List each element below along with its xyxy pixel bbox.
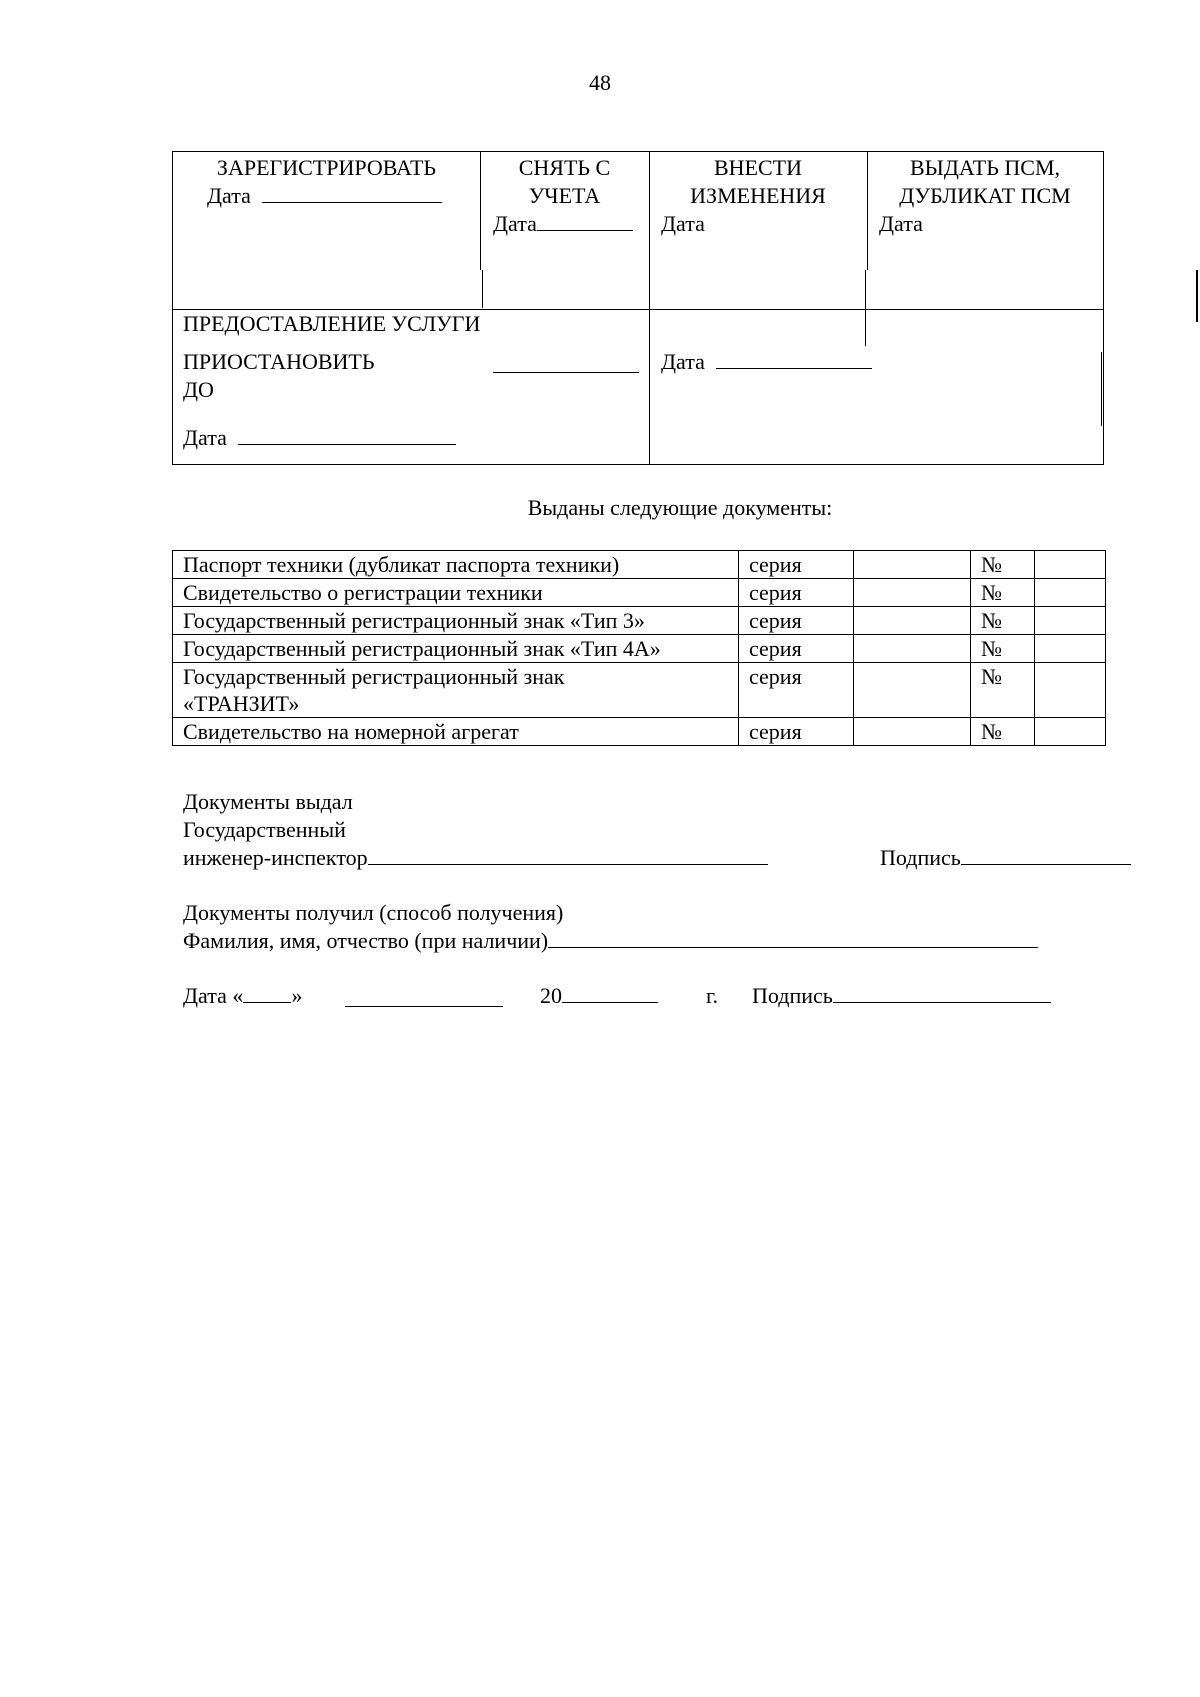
series-label: серия	[739, 551, 854, 579]
year-suffix: г.	[706, 983, 719, 1008]
register-date-field[interactable]	[262, 182, 442, 203]
margin-mark	[1101, 352, 1102, 426]
receiver-line-2	[183, 927, 1038, 955]
table-row	[173, 718, 1106, 746]
doc-name: Государственный регистрационный знак «Тип 3»	[173, 607, 739, 635]
table-row	[173, 551, 1106, 579]
table-row	[173, 607, 1106, 635]
series-label: серия	[739, 663, 854, 718]
issuer-signature-label: Подпись	[880, 845, 961, 870]
series-field[interactable]	[854, 579, 971, 607]
deregister-title-2: УЧЕТА	[528, 183, 601, 208]
issuer-line-2: Государственный	[183, 817, 346, 842]
doc-name: Свидетельство о регистрации техники	[173, 579, 739, 607]
amend-title-1: ВНЕСТИ	[714, 155, 802, 180]
series-field[interactable]	[854, 663, 971, 718]
issuer-signature-field[interactable]	[961, 844, 1131, 865]
number-field[interactable]	[1035, 663, 1106, 718]
year-field[interactable]	[562, 982, 658, 1003]
receiver-name-field[interactable]	[548, 927, 1038, 948]
margin-mark	[1196, 270, 1198, 322]
right-date	[661, 348, 872, 376]
page-number: 48	[589, 70, 611, 95]
issuer-signature	[880, 844, 1131, 872]
issuer-title: инженер-инспектор	[183, 845, 368, 870]
doc-name: Паспорт техники (дубликат паспорта техники)	[173, 551, 739, 579]
table-row	[173, 635, 1106, 663]
col-divider	[865, 270, 866, 346]
doc-name: Государственный регистрационный знак «Тип 4А»	[173, 635, 739, 663]
series-label: серия	[739, 607, 854, 635]
doc-name-line-2: «ТРАНЗИТ»	[183, 691, 300, 716]
number-field[interactable]	[1035, 579, 1106, 607]
series-field[interactable]	[854, 551, 971, 579]
issuer-name-field[interactable]	[368, 844, 768, 865]
receiver-signature	[752, 982, 1051, 1010]
series-field[interactable]	[854, 718, 971, 746]
day-field[interactable]	[243, 982, 291, 1003]
service-date-label: Дата	[183, 425, 227, 450]
number-label: №	[971, 718, 1035, 746]
number-field[interactable]	[1035, 607, 1106, 635]
receiver-signature-label: Подпись	[752, 983, 833, 1008]
service-date-field[interactable]	[238, 424, 456, 445]
receiver-line-1: Документы получил (способ получения)	[183, 900, 564, 925]
series-label: серия	[739, 579, 854, 607]
issue-date-label: Дата	[879, 211, 923, 236]
number-label: №	[971, 579, 1035, 607]
right-date-field[interactable]	[716, 348, 872, 369]
receiver-signature-field[interactable]	[833, 982, 1051, 1003]
amend-date-label: Дата	[661, 211, 705, 236]
doc-name	[173, 663, 739, 718]
date-row	[183, 982, 302, 1010]
doc-name-line-1: Государственный регистрационный знак	[183, 664, 565, 689]
series-label: серия	[739, 718, 854, 746]
series-label: серия	[739, 635, 854, 663]
right-date-label: Дата	[661, 349, 705, 374]
series-field[interactable]	[854, 607, 971, 635]
action-table	[172, 151, 1104, 465]
col-divider	[482, 270, 483, 308]
deregister-date	[493, 210, 633, 238]
date-quote-close: »	[291, 983, 303, 1008]
issued-docs-table	[172, 550, 1106, 746]
year-prefix: 20	[540, 983, 562, 1008]
issuer-line-1: Документы выдал	[183, 789, 353, 814]
number-label: №	[971, 635, 1035, 663]
deregister-date-label: Дата	[493, 211, 537, 236]
number-label: №	[971, 607, 1035, 635]
date-label: Дата «	[183, 983, 244, 1008]
number-label: №	[971, 551, 1035, 579]
issuer-line-3	[183, 844, 768, 872]
receiver-name-label: Фамилия, имя, отчество (при наличии)	[183, 928, 549, 953]
service-title: ПРЕДОСТАВЛЕНИЕ УСЛУГИ	[183, 311, 481, 336]
deregister-date-field[interactable]	[537, 210, 633, 231]
suspend-label-1: ПРИОСТАНОВИТЬ	[183, 349, 375, 374]
deregister-title-1: СНЯТЬ С	[518, 155, 611, 180]
number-field[interactable]	[1035, 718, 1106, 746]
service-date	[183, 424, 456, 452]
number-field[interactable]	[1035, 551, 1106, 579]
number-label: №	[971, 663, 1035, 718]
issue-title-2: ДУБЛИКАТ ПСМ	[899, 183, 1071, 208]
doc-name: Свидетельство на номерной агрегат	[173, 718, 739, 746]
series-field[interactable]	[854, 635, 971, 663]
number-field[interactable]	[1035, 635, 1106, 663]
issued-docs-title: Выданы следующие документы:	[527, 495, 833, 520]
table-row	[173, 663, 1106, 718]
register-date	[207, 182, 442, 210]
month-field[interactable]	[345, 986, 503, 1007]
suspend-until-field[interactable]	[493, 352, 639, 373]
register-title: ЗАРЕГИСТРИРОВАТЬ	[216, 155, 437, 180]
amend-title-2: ИЗМЕНЕНИЯ	[690, 183, 826, 208]
issue-title-1: ВЫДАТЬ ПСМ,	[909, 155, 1060, 180]
table-row	[173, 579, 1106, 607]
register-date-label: Дата	[207, 183, 251, 208]
year	[540, 982, 658, 1010]
suspend-label-2: ДО	[183, 377, 214, 402]
